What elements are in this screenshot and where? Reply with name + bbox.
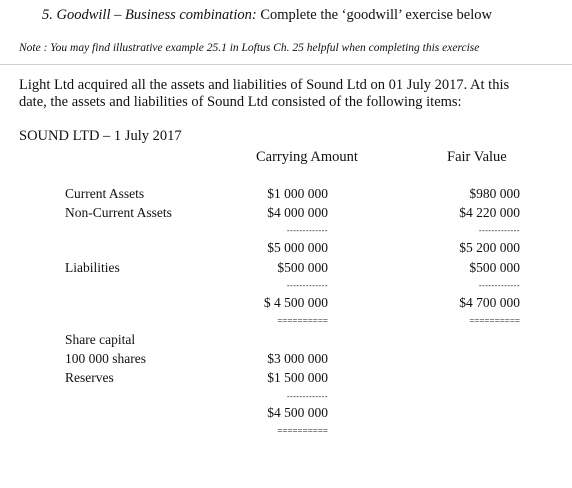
exercise-heading <box>42 7 492 24</box>
shares-label: 100 000 shares <box>65 351 146 366</box>
share-capital-label: Share capital <box>65 332 136 347</box>
net-assets-double-rule-fair: ========== <box>469 316 520 326</box>
liabilities-rule-carrying: ------------- <box>286 281 328 290</box>
non-current-assets-fair: $4 220 000 <box>459 205 520 220</box>
net-assets-double-rule-carrying: ========== <box>277 316 328 326</box>
assets-subtotal-rule-carrying: ------------- <box>286 226 328 235</box>
reserves-carrying: $1 500 000 <box>267 370 328 385</box>
liabilities-fair: $500 000 <box>469 260 520 275</box>
current-assets-label: Current Assets <box>65 186 145 201</box>
liabilities-carrying: $500 000 <box>277 260 328 275</box>
exercise-instruction: Complete the ‘goodwill’ exercise below <box>256 7 492 23</box>
equity-rule-carrying: ------------- <box>286 392 328 401</box>
carrying-amount-header: Carrying Amount <box>256 149 358 165</box>
helper-note: Note : You may find illustrative example 25.1 in Loftus Ch. 25 helpful when completing this exercise <box>19 42 480 54</box>
total-equity-carrying: $4 500 000 <box>267 405 328 420</box>
exercise-number: 5. <box>42 7 53 23</box>
total-assets-fair: $5 200 000 <box>459 240 520 255</box>
non-current-assets-label: Non-Current Assets <box>65 205 172 220</box>
fair-value-header: Fair Value <box>447 149 507 165</box>
non-current-assets-carrying: $4 000 000 <box>267 205 328 220</box>
shares-carrying: $3 000 000 <box>267 351 328 366</box>
current-assets-carrying: $1 000 000 <box>267 186 328 201</box>
liabilities-label: Liabilities <box>65 260 120 275</box>
current-assets-fair: $980 000 <box>469 186 520 201</box>
net-assets-fair: $4 700 000 <box>459 295 520 310</box>
reserves-label: Reserves <box>65 370 114 385</box>
total-assets-carrying: $5 000 000 <box>267 240 328 255</box>
scenario-paragraph <box>19 77 509 111</box>
scenario-line-1: Light Ltd acquired all the assets and liabilities of Sound Ltd on 01 July 2017. At this <box>19 77 510 93</box>
divider <box>0 64 572 65</box>
assets-subtotal-rule-fair: ------------- <box>478 226 520 235</box>
total-equity-double-rule: ========== <box>277 426 328 436</box>
scenario-line-2: date, the assets and liabilities of Sound Ltd consisted of the following items: <box>19 94 462 110</box>
exercise-topic: Goodwill – Business combination: <box>56 7 257 23</box>
net-assets-carrying: $ 4 500 000 <box>263 295 328 310</box>
liabilities-rule-fair: ------------- <box>478 281 520 290</box>
statement-title: SOUND LTD – 1 July 2017 <box>19 128 182 144</box>
